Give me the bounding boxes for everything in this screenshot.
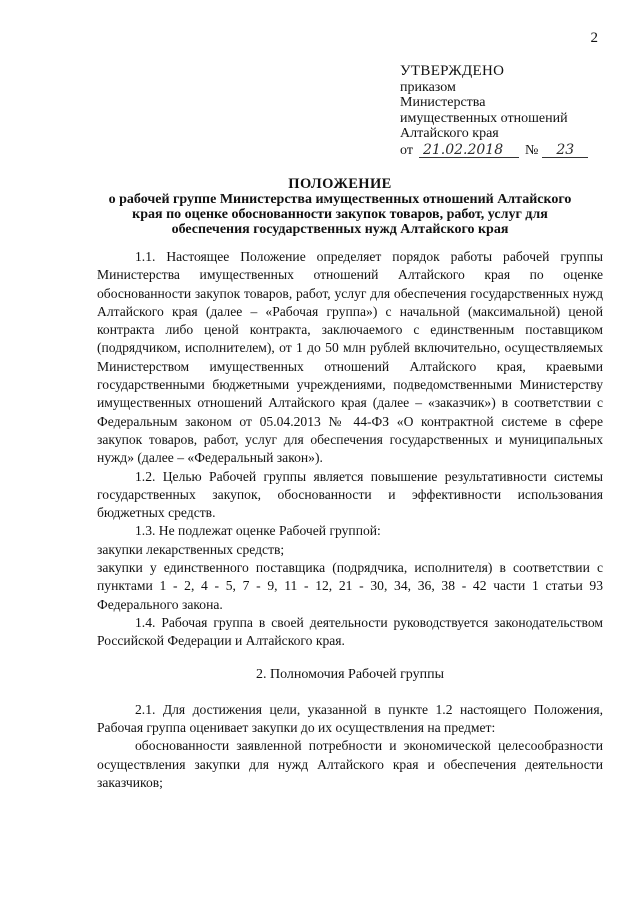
handwritten-date: 21.02.2018 [419, 143, 519, 158]
approval-line: Министерства [400, 95, 486, 110]
paragraph-2-1-item: обоснованности заявленной потребности и экономической целесообразности осуществления закупки для нужд Алтайского края и обеспечения деятельности заказчиков; [97, 738, 603, 791]
handwritten-number: 23 [542, 143, 588, 158]
paragraph-list-item: закупки лекарственных средств; [97, 541, 285, 557]
paragraph-1-1: 1.1. Настоящее Положение определяет порядок работы рабочей группы Министерства имущественных отношений Алтайского края по оценке обоснованности закупок товаров, работ, услуг для обеспечения государственных нужд Алтайского края (далее – «Рабочая группа») с начальной (максимальной) ценой контракта либо ценой контракта, заключаемого с единственным поставщиком (подрядчиком, исполнителем), от 1 до 50 млн рублей включительно, осуществляемых Министерством имущественных отношений Алтайского края, краевыми государственными бюджетными учреждениями, подведомственными Министерству имущественных отношений Алтайского края (далее – «заказчик») в соответствии с Федеральным законом от 05.04.2013 № 44-ФЗ «О контрактной системе в сфере закупок товаров, работ, услуг для обеспечения государственных и муниципальных нужд» (далее – «Федеральный закон»). [97, 249, 603, 466]
approval-line: приказом [400, 79, 456, 95]
document-title-line: края по оценке обоснованности закупок товаров, работ, услуг для [132, 207, 548, 222]
paragraph-1-4: 1.4. Рабочая группа в своей деятельности руководствуется законодательством Российской Федерации и Алтайского края. [97, 614, 603, 649]
paragraph-1-3: 1.3. Не подлежат оценке Рабочей группой: [135, 523, 381, 539]
document-title-line: обеспечения государственных нужд Алтайского края [171, 222, 509, 237]
approval-line: имущественных отношений [400, 110, 568, 126]
approval-title: УТВЕРЖДЕНО [400, 63, 505, 79]
document-heading: ПОЛОЖЕНИЕ [288, 176, 392, 192]
order-date-number [400, 143, 610, 159]
date-prefix: от [400, 142, 413, 158]
section-2-heading: 2. Полномочия Рабочей группы [255, 666, 445, 682]
document-title-line: о рабочей группе Министерства имущественных отношений Алтайского [108, 192, 572, 207]
paragraph-2-1: 2.1. Для достижения цели, указанной в пункте 1.2 настоящего Положения, Рабочая группа оценивает закупки до их осуществления на предмет: [97, 701, 603, 736]
paragraph-1-2: 1.2. Целью Рабочей группы является повышение результативности системы государственных закупок, обоснованности и эффективности использования бюджетных средств. [97, 468, 603, 521]
approval-line: Алтайского края [400, 126, 499, 141]
document-title [80, 177, 600, 237]
number-sign: № [524, 142, 539, 158]
approval-stamp [400, 64, 610, 158]
paragraph-list-item: закупки у единственного поставщика (подрядчика, исполнителя) в соответствии с пунктами 1 - 2, 4 - 5, 7 - 9, 11 - 12, 21 - 30, 34, 36, 38 - 42 части 1 статьи 93 Федерального закона. [97, 560, 603, 612]
page-number: 2 [590, 30, 598, 46]
document-body [97, 248, 603, 792]
